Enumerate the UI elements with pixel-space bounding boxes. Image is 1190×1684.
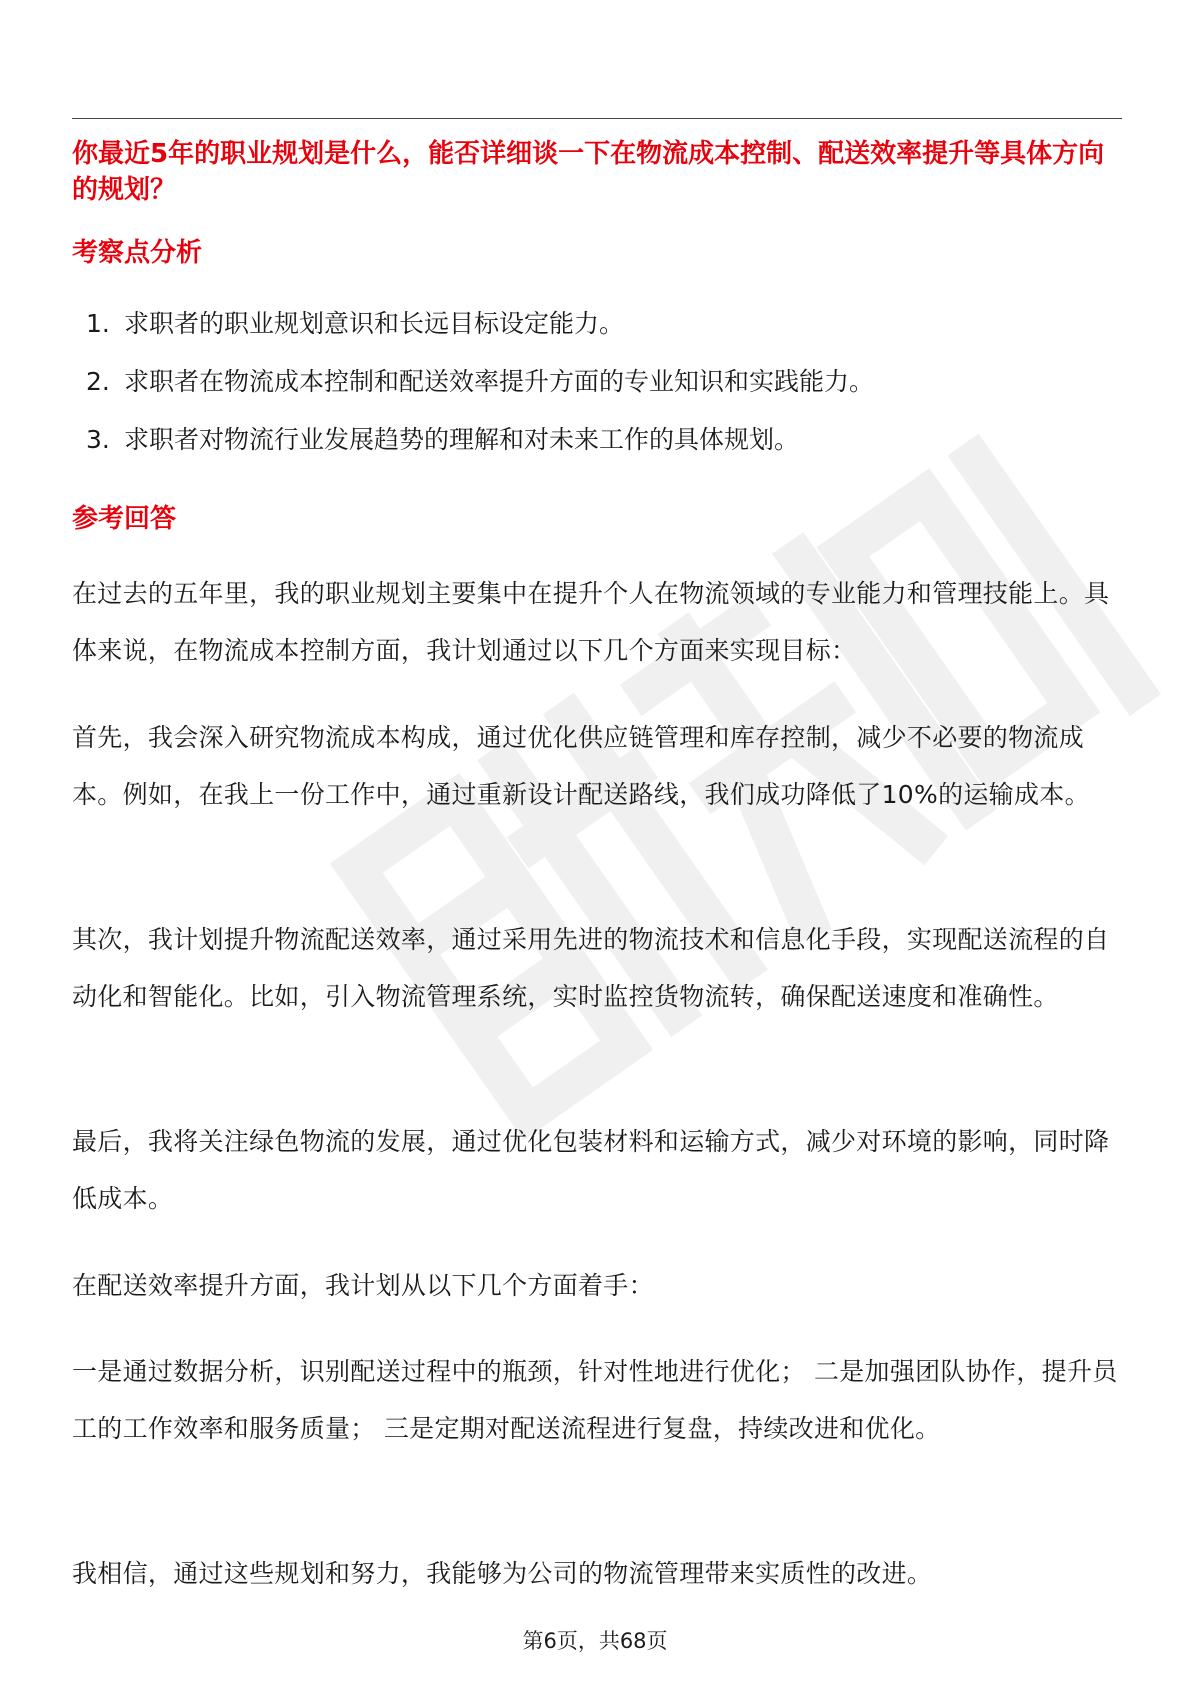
list-item-text: 求职者在物流成本控制和配送效率提升方面的专业知识和实践能力。 <box>124 367 875 396</box>
answer-paragraph: 最后，我将关注绿色物流的发展，通过优化包装材料和运输方式，减少对环境的影响，同时降低成本。 <box>72 1127 1110 1213</box>
analysis-point-list <box>72 305 1122 479</box>
answer-heading: 参考回答 <box>72 504 177 534</box>
interview-question: 你最近5年的职业规划是什么，能否详细谈一下在物流成本控制、配送效率提升等具体方向的规划？ <box>72 139 1105 205</box>
answer-paragraph: 首先，我会深入研究物流成本构成，通过优化供应链管理和库存控制，减少不必要的物流成本。例如，在我上一份工作中，通过重新设计配送路线，我们成功降低了10%的运输成本。 <box>72 723 1090 809</box>
answer-paragraph: 在过去的五年里，我的职业规划主要集中在提升个人在物流领域的专业能力和管理技能上。具体来说，在物流成本控制方面，我计划通过以下几个方面来实现目标： <box>72 579 1110 665</box>
list-item-number: 2. <box>86 367 110 396</box>
list-item-number: 3. <box>86 425 110 454</box>
list-item-number: 1. <box>86 309 110 338</box>
answer-paragraph: 其次，我计划提升物流配送效率，通过采用先进的物流技术和信息化手段，实现配送流程的自动化和智能化。比如，引入物流管理系统，实时监控货物流转，确保配送速度和准确性。 <box>72 925 1110 1011</box>
list-item <box>72 363 1122 401</box>
answer-paragraph: 在配送效率提升方面，我计划从以下几个方面着手： <box>72 1271 654 1300</box>
list-item <box>72 421 1122 459</box>
answer-paragraph: 一是通过数据分析，识别配送过程中的瓶颈，针对性地进行优化； 二是加强团队协作，提升员工的工作效率和服务质量； 三是定期对配送流程进行复盘，持续改进和优化。 <box>72 1357 1118 1443</box>
header-divider <box>72 118 1122 119</box>
list-item <box>72 305 1122 343</box>
list-item-text: 求职者的职业规划意识和长远目标设定能力。 <box>124 309 625 338</box>
page-number: 第6页，共68页 <box>522 1629 668 1653</box>
list-item-text: 求职者对物流行业发展趋势的理解和对未来工作的具体规划。 <box>124 425 800 454</box>
analysis-heading: 考察点分析 <box>72 238 203 268</box>
answer-paragraph: 我相信，通过这些规划和努力，我能够为公司的物流管理带来实质性的改进。 <box>72 1559 933 1588</box>
